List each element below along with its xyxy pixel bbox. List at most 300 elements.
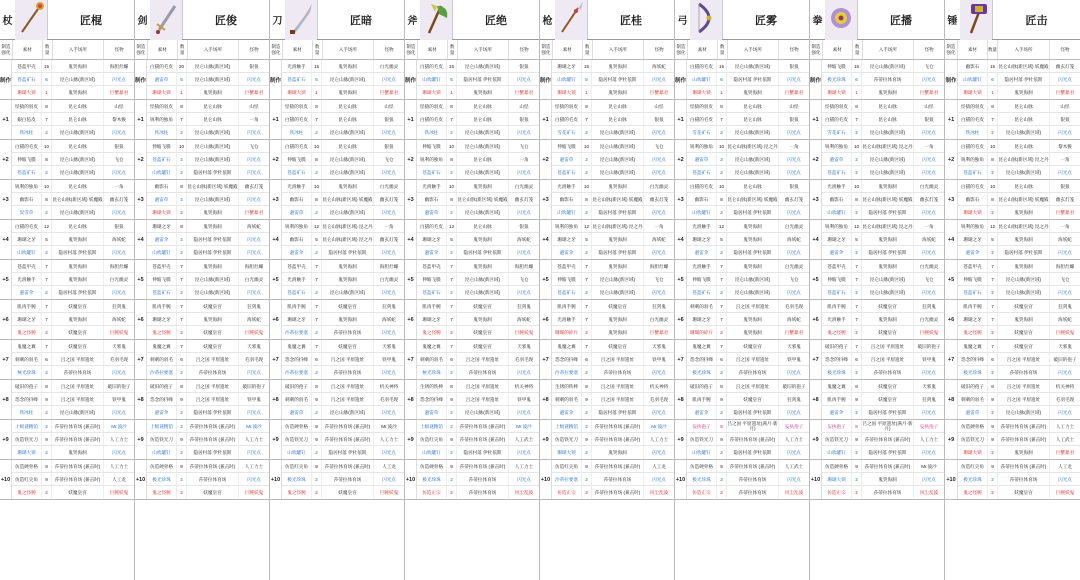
material-location: 莎蒂拉体育场 (兼击时) [52, 460, 104, 472]
material-monster: 幽玄灯笼 [514, 196, 534, 202]
material-qty: 7 [42, 313, 52, 325]
material-name: 幽影石 [12, 193, 42, 205]
material-qty: 2 [312, 406, 322, 419]
material-name: 白猫的毛皮 [282, 140, 312, 152]
table-row [958, 206, 1080, 219]
material-monster: 幽玄灯笼 [109, 196, 129, 202]
upgrade-group [540, 100, 674, 140]
material-name: 雪花矿石 [552, 126, 582, 139]
material-monster: 毛羽毛现 [514, 356, 534, 362]
material-monster: 山怪 [924, 103, 934, 109]
upgrade-group [810, 60, 944, 100]
material-qty: 8 [717, 193, 727, 205]
material-name: 珊瑚之牙 [552, 233, 582, 245]
material-qty: 2 [582, 420, 592, 432]
material-qty: 5 [582, 233, 592, 245]
material-qty: 7 [177, 113, 187, 125]
material-monster: 巨腕妖鬼 [109, 490, 129, 495]
material-monster: 闪光点 [922, 290, 936, 295]
material-qty: 12 [988, 220, 998, 232]
table-row [12, 420, 134, 433]
table-row [12, 73, 134, 86]
material-name: 沙蒂拉要塞 [282, 366, 312, 379]
material-location: 莎蒂拉体育场 [727, 473, 779, 485]
upgrade-group [810, 220, 944, 260]
material-name: 伸缩飞膜 [147, 140, 177, 152]
upgrade-group [405, 260, 539, 300]
table-row [417, 260, 539, 273]
material-name: 仿造硬骨格 [417, 460, 447, 472]
material-rows [687, 380, 809, 419]
table-row [282, 393, 404, 406]
upgrade-level-label: +5 [0, 260, 12, 299]
material-location: 鬼哭海洞 [862, 313, 914, 325]
material-monster: 巨蟹暴君 [649, 90, 669, 95]
material-location: 昆仑山脉(新区域) [322, 206, 374, 219]
material-monster: 闪光点 [247, 370, 261, 375]
material-location: 昆仑山脉 [592, 113, 644, 125]
material-rows [282, 100, 404, 139]
material-rows [687, 460, 809, 499]
material-monster: 山怪 [519, 103, 529, 109]
upgrade-group [270, 140, 404, 180]
material-location: 鬼哭海洞 [322, 86, 374, 99]
table-row [822, 286, 944, 299]
material-qty: 7 [852, 273, 862, 285]
material-location: 鬼哭海洞 [52, 260, 104, 272]
upgrade-group [0, 100, 134, 140]
table-row [822, 233, 944, 246]
table-row [552, 126, 674, 139]
material-location: 昆仑山脉(新区域) [322, 73, 374, 85]
material-monster: 飞仓 [654, 143, 664, 149]
upgrade-level-label: +9 [675, 420, 687, 459]
material-name: 光滑触手 [822, 180, 852, 192]
material-qty: 7 [852, 300, 862, 312]
table-row [687, 246, 809, 259]
material-location: 隐居村落 伊杜依斯 [187, 446, 239, 459]
material-location: 莎蒂拉体育场 [862, 486, 914, 499]
table-row [552, 393, 674, 406]
material-rows [417, 100, 539, 139]
material-name: 鬼之怪腕 [12, 486, 42, 499]
material-name: 极光珍珠 [417, 473, 447, 485]
table-row [822, 113, 944, 126]
material-name: 珊瑚之牙 [958, 233, 988, 245]
material-name: 避雷伞 [687, 246, 717, 259]
material-location: 莎蒂拉体育场 [457, 366, 509, 379]
material-name: 山吹罐钉 [282, 446, 312, 459]
material-monster: 破旧的孢子 [917, 343, 941, 349]
material-location: 昆仑山脉 [457, 220, 509, 232]
material-location: 昆仑山脉(新区域) [457, 273, 509, 285]
material-location: 吕之国 平原遗址 [862, 353, 914, 365]
table-row [282, 446, 404, 459]
material-location: 莎蒂拉体育场 (兼击时) [187, 433, 239, 445]
table-row [282, 113, 404, 126]
material-monster: 闪光点 [517, 250, 531, 255]
column-headers [135, 40, 269, 60]
table-row [552, 460, 674, 473]
table-row [552, 446, 674, 459]
material-monster: 白光幽灵 [514, 183, 534, 189]
table-row [552, 60, 674, 73]
material-name: 鬼之怪腕 [282, 486, 312, 499]
material-monster: 白光幽灵 [919, 316, 939, 322]
material-location: 昆仑山脉(新区域) [998, 273, 1050, 285]
material-monster: 银狼 [384, 143, 394, 149]
weapon-name: 匠俊 [182, 0, 269, 39]
material-qty: 8 [42, 100, 52, 112]
material-rows [552, 180, 674, 219]
material-location: 昆仑山脉(新区域) [457, 406, 509, 419]
material-location: 莎蒂拉体育场 (兼击时) [52, 473, 104, 485]
material-qty: 2 [717, 326, 727, 339]
material-monster: 闪光点 [112, 250, 126, 255]
material-qty: 2 [582, 246, 592, 259]
upgrade-level-label: +9 [0, 420, 12, 459]
table-row [147, 60, 269, 73]
material-name: 珊瑚之牙 [147, 313, 177, 325]
material-location: 吕之国 平原遗址 [727, 300, 779, 312]
material-rows [958, 340, 1080, 379]
table-row [552, 166, 674, 179]
weapon-category: 斧 [407, 16, 418, 27]
material-name: 山吹罐钉 [552, 206, 582, 219]
material-rows [822, 100, 944, 139]
material-monster: 风尘乱波 [514, 490, 534, 495]
material-qty: 1 [447, 86, 457, 99]
material-rows [12, 100, 134, 139]
material-qty: 8 [177, 220, 187, 232]
material-location: 鬼哭海洞 [457, 260, 509, 272]
material-monster: 巨腕妖鬼 [1055, 490, 1075, 495]
material-location: 莎蒂拉体育场 [52, 366, 104, 379]
material-name: 伸缩飞膜 [552, 273, 582, 285]
material-monster: 白光幽灵 [649, 316, 669, 322]
material-location: 昆仑山脉 [52, 113, 104, 125]
material-monster: 海妖蛇 [652, 236, 666, 242]
material-monster: 巨蟹暴君 [649, 330, 669, 335]
material-rows [417, 60, 539, 99]
material-rows [417, 260, 539, 299]
header-location: 入手场所 [593, 40, 645, 59]
upgrade-group [810, 340, 944, 380]
material-qty: 2 [717, 446, 727, 459]
table-row [282, 140, 404, 153]
column-headers [945, 40, 1080, 60]
table-row [417, 313, 539, 326]
material-rows [282, 140, 404, 179]
material-name: 珊瑚大锁 [822, 473, 852, 485]
upgrade-level-label: +2 [810, 140, 822, 179]
upgrade-group [945, 420, 1080, 460]
material-location: 莎蒂拉体育场 (兼击时) [457, 420, 509, 432]
material-location: 昆仑山脉(新区域) [187, 193, 239, 205]
table-row [12, 153, 134, 166]
material-qty: 9 [988, 460, 998, 472]
upgrade-level-label: +3 [810, 180, 822, 219]
material-name: 山吹罐钉 [822, 446, 852, 459]
table-row [417, 153, 539, 166]
material-qty: 7 [582, 273, 592, 285]
material-monster: 闪光点 [517, 476, 531, 482]
material-monster: 山怪 [789, 103, 799, 109]
table-row [552, 273, 674, 286]
material-qty: 2 [582, 406, 592, 419]
material-qty: 7 [582, 300, 592, 312]
table-row [282, 180, 404, 193]
material-qty: 8 [988, 380, 998, 392]
material-location: 妖魔皇宫 [322, 300, 374, 312]
material-monster: 一角 [384, 223, 394, 229]
material-name: 光滑触手 [552, 180, 582, 192]
material-monster: 海妖蛇 [652, 63, 666, 69]
upgrade-level-label: +10 [810, 460, 822, 499]
upgrade-group [0, 220, 134, 260]
upgrade-level-label: 制作 [675, 60, 687, 99]
material-location: 隐居村落 伊杜依斯 [592, 406, 644, 419]
material-location: 莎蒂拉体育场 [322, 366, 374, 379]
material-qty: 5 [447, 233, 457, 245]
material-name: 生锈的铁棒 [417, 380, 447, 392]
table-row [822, 220, 944, 233]
weapon-panel-3 [405, 0, 540, 580]
table-row [417, 380, 539, 393]
material-location: 吕之国 平原遗址 [52, 380, 104, 392]
material-name: 幽影石 [958, 60, 988, 72]
header-level: 制造强化 [135, 40, 148, 59]
material-qty: 2 [852, 286, 862, 299]
table-row [417, 233, 539, 246]
weapon-category: 弓 [677, 16, 688, 27]
material-location: 莎蒂拉体育场 [862, 366, 914, 379]
upgrade-group [540, 180, 674, 220]
upgrade-level-label: +3 [135, 180, 147, 219]
material-qty: 15 [582, 60, 592, 72]
material-rows [552, 260, 674, 299]
weapon-name: 匠暗 [317, 0, 404, 39]
table-row [958, 300, 1080, 313]
material-rows [958, 420, 1080, 459]
material-qty: 2 [717, 166, 727, 179]
material-monster: 银狼 [519, 223, 529, 229]
material-monster: 山怪 [1060, 103, 1070, 109]
material-name: 鬼魔之翼 [687, 340, 717, 352]
material-location: 鬼哭海洞 [322, 60, 374, 72]
material-rows [417, 180, 539, 219]
material-location: 妖魔皇宫 [998, 486, 1050, 499]
material-qty: 7 [42, 273, 52, 285]
material-monster: 破旧的孢子 [1053, 356, 1077, 362]
material-rows [958, 100, 1080, 139]
material-location: 鬼哭海洞 [52, 233, 104, 245]
table-row [147, 246, 269, 259]
header-qty: 数量 [178, 40, 188, 59]
material-qty: 7 [312, 113, 322, 125]
material-monster: 人工力士 [919, 436, 939, 442]
material-name: 鬼之怪腕 [147, 326, 177, 339]
material-monster: 海妖蛇 [247, 316, 261, 322]
material-name: 珊瑚大锁 [958, 206, 988, 219]
material-monster: 闪光点 [1058, 410, 1072, 415]
upgrade-group [0, 340, 134, 380]
material-rows [822, 60, 944, 99]
material-qty: 2 [852, 153, 862, 165]
table-row [417, 73, 539, 86]
header-material: 素材 [553, 40, 583, 59]
material-monster: 飞仓 [249, 143, 259, 149]
upgrade-level-label: +4 [405, 220, 417, 259]
material-monster: 闪光点 [922, 476, 936, 482]
upgrade-level-label: +10 [405, 460, 417, 499]
material-qty: 2 [177, 406, 187, 419]
table-row [552, 140, 674, 153]
material-qty: 7 [312, 260, 322, 272]
material-qty: 10 [988, 140, 998, 152]
upgrade-group [810, 420, 944, 460]
material-name: 珊瑚大锁 [282, 86, 312, 99]
table-row [282, 473, 404, 486]
material-location: 隐居村落 伊杜依斯 [998, 246, 1050, 259]
material-monster: 飞仓 [654, 276, 664, 282]
weapon-category: 杖 [2, 16, 13, 27]
table-row [822, 300, 944, 313]
material-name: 仿造硬骨格 [12, 460, 42, 472]
material-name: 沙蒂拉要塞 [282, 326, 312, 339]
material-qty: 12 [582, 220, 592, 232]
material-location: 吕之国 平原遗址 [187, 353, 239, 365]
material-location: 昆仑山脉(新区域) [457, 126, 509, 139]
upgrade-group [270, 100, 404, 140]
table-row [12, 353, 134, 366]
upgrade-level-label: +1 [540, 100, 552, 139]
material-rows [147, 340, 269, 379]
material-monster: 白光幽灵 [379, 63, 399, 69]
material-qty: 9 [988, 420, 998, 432]
material-name: 珊瑚之牙 [958, 313, 988, 325]
column-headers [270, 40, 404, 60]
material-location: 莎蒂拉体育场 (兼击时) [52, 433, 104, 445]
material-monster: 闪光点 [787, 290, 801, 295]
material-monster: 一角 [1060, 223, 1070, 229]
material-location: 昆仑山脉(新区域) [592, 166, 644, 179]
material-rows [687, 140, 809, 179]
material-name: 锐利的独角 [12, 180, 42, 192]
material-name: 肌肉手腕 [822, 393, 852, 405]
table-row [958, 380, 1080, 393]
material-location: 妖魔皇宫 [457, 340, 509, 352]
table-row [822, 273, 944, 286]
material-qty: 10 [312, 180, 322, 192]
table-row [12, 60, 134, 73]
material-qty: 9 [312, 420, 322, 432]
table-row [552, 326, 674, 339]
upgrade-group [945, 100, 1080, 140]
material-location: 昆仑山脉(新区域) [998, 286, 1050, 299]
upgrade-level-label: +2 [675, 140, 687, 179]
material-location: 妖魔皇宫 [862, 300, 914, 312]
material-name: 苍蓝矿石 [958, 166, 988, 179]
table-row [282, 260, 404, 273]
material-qty: 7 [988, 113, 998, 125]
table-row [417, 326, 539, 339]
upgrade-group [945, 260, 1080, 300]
material-rows [282, 420, 404, 459]
material-location: 妖魔皇宫 [998, 300, 1050, 312]
table-row [687, 460, 809, 473]
material-rows [552, 460, 674, 499]
upgrade-group [405, 300, 539, 340]
table-row [958, 273, 1080, 286]
table-row [552, 340, 674, 353]
header-material: 素材 [13, 40, 43, 59]
material-monster: 狂剑鬼 [112, 303, 126, 309]
upgrade-level-label: +9 [540, 420, 552, 459]
material-name: 怪猿的羽皮 [552, 100, 582, 112]
material-location: 隐居村落 伊杜依斯 [862, 446, 914, 459]
material-qty: 8 [42, 193, 52, 205]
material-qty: 2 [312, 473, 322, 485]
material-location: 鬼哭海洞 [52, 313, 104, 325]
material-qty: 2 [177, 420, 187, 432]
material-name: 鬼之怪腕 [147, 486, 177, 499]
material-rows [687, 100, 809, 139]
panel-header [405, 0, 539, 40]
material-name: 珊瑚大锁 [552, 86, 582, 99]
material-location: 莎蒂拉体育场 (兼击时) [322, 433, 374, 445]
material-name: 山吹罐钉 [417, 446, 447, 459]
material-location: 昆仑山脉 [457, 100, 509, 112]
material-qty: 2 [988, 473, 998, 485]
material-monster: 海胆灶螺 [109, 263, 129, 269]
header-qty: 数量 [43, 40, 53, 59]
material-location: 昆仑山脉(新区域) [187, 60, 239, 72]
material-monster: 银狼 [789, 63, 799, 69]
table-row [822, 153, 944, 166]
material-name: 珊瑚大锁 [958, 446, 988, 459]
material-location: 鬼哭海洞 [862, 233, 914, 245]
material-monster: 海胆灶螺 [244, 263, 264, 269]
upgrade-group [675, 100, 809, 140]
upgrade-group [405, 380, 539, 420]
material-location: 昆仑山脉 [52, 100, 104, 112]
material-location: 鬼哭海洞 [727, 313, 779, 325]
material-location: 昆仑山脉(新区域) [592, 126, 644, 139]
upgrade-group [0, 420, 134, 460]
material-monster: 毛羽毛现 [244, 356, 264, 362]
material-qty: 8 [852, 380, 862, 392]
material-location: 昆仑山脉(新区域) 昆之丹 [998, 153, 1050, 165]
material-qty: 10 [582, 180, 592, 192]
upgrade-groups [540, 60, 674, 500]
material-qty: 7 [717, 313, 727, 325]
material-name: 仿造硬骨格 [958, 420, 988, 432]
material-rows [282, 340, 404, 379]
material-name: 仿造红尖角 [12, 473, 42, 485]
upgrade-level-label: +4 [0, 220, 12, 259]
upgrade-level-label: +6 [945, 300, 958, 339]
table-row [147, 113, 269, 126]
table-row [958, 180, 1080, 193]
material-name: 珊瑚的碎片 [687, 326, 717, 339]
table-row [147, 406, 269, 419]
material-monster: 闪光点 [517, 170, 531, 175]
material-location: 隐居村落 伊杜依斯 [187, 246, 239, 259]
upgrade-level-label: +10 [675, 460, 687, 499]
material-location: 鬼哭海洞 [187, 86, 239, 99]
material-name: 珊瑚之牙 [417, 233, 447, 245]
